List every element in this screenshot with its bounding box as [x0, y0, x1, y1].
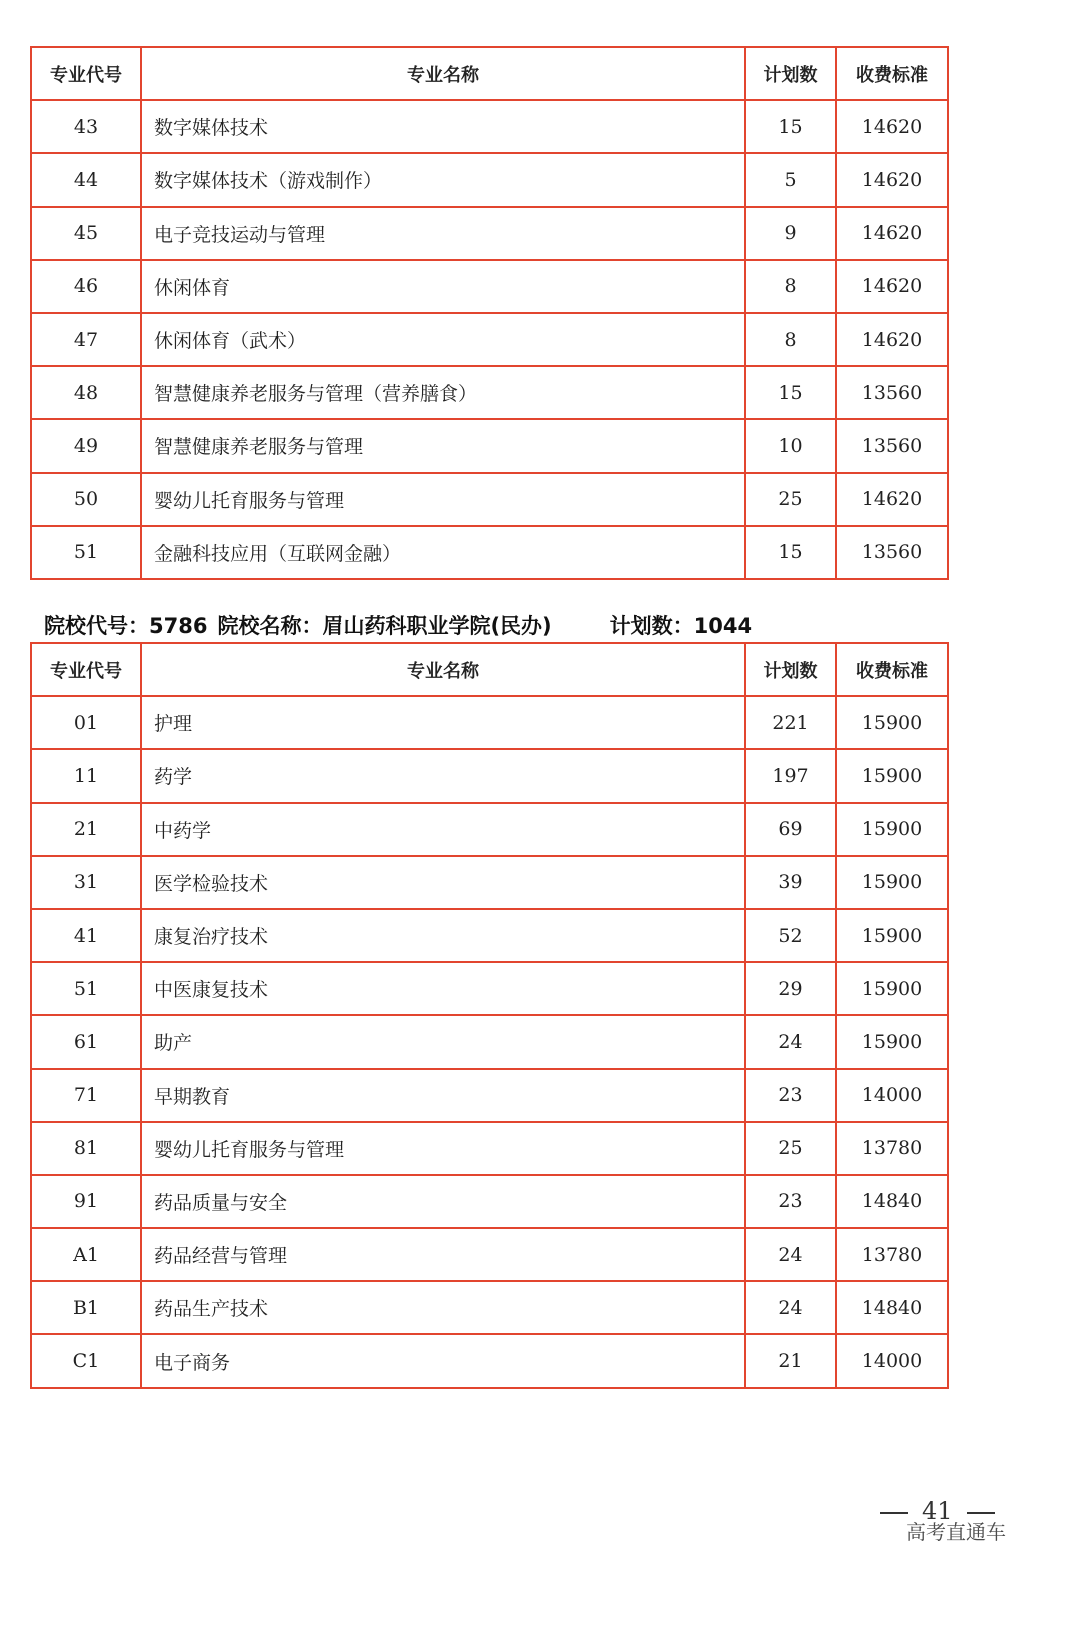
tuition-fee-cell: 14840: [836, 1281, 948, 1334]
major-name-cell: 休闲体育: [141, 260, 745, 313]
major-code-cell: 44: [31, 153, 141, 206]
major-name-cell: 数字媒体技术（游戏制作）: [141, 153, 745, 206]
major-code-cell: B1: [31, 1281, 141, 1334]
major-name-cell: 药品质量与安全: [141, 1175, 745, 1228]
table-row: [31, 313, 948, 366]
plan-count-cell: 10: [745, 419, 836, 472]
tuition-fee-cell: 14620: [836, 100, 948, 153]
major-name-cell: 婴幼儿托育服务与管理: [141, 1122, 745, 1175]
major-name-cell: 药学: [141, 749, 745, 802]
plan-count-cell: 221: [745, 696, 836, 749]
plan-count-cell: 69: [745, 803, 836, 856]
page-dash-left: [880, 1512, 908, 1514]
tuition-fee-cell: 14620: [836, 473, 948, 526]
major-name-cell: 助产: [141, 1015, 745, 1068]
major-code-cell: 46: [31, 260, 141, 313]
plan-count-cell: 29: [745, 962, 836, 1015]
header-major-name: 专业名称: [141, 643, 745, 696]
page-number-value: 41: [922, 1497, 953, 1525]
plan-count-cell: 23: [745, 1069, 836, 1122]
plan-count-cell: 25: [745, 473, 836, 526]
major-code-cell: 41: [31, 909, 141, 962]
plan-count-cell: 21: [745, 1334, 836, 1387]
tuition-fee-cell: 14000: [836, 1069, 948, 1122]
table-header-row: [31, 643, 948, 696]
major-table-meishan: [30, 642, 949, 1389]
major-name-cell: 药品生产技术: [141, 1281, 745, 1334]
plan-count-cell: 8: [745, 260, 836, 313]
major-name-cell: 数字媒体技术: [141, 100, 745, 153]
tuition-fee-cell: 15900: [836, 856, 948, 909]
table-row: [31, 1122, 948, 1175]
table-row: [31, 1228, 948, 1281]
major-code-cell: 21: [31, 803, 141, 856]
major-code-cell: 45: [31, 207, 141, 260]
plan-count-cell: 23: [745, 1175, 836, 1228]
major-code-cell: 71: [31, 1069, 141, 1122]
major-name-cell: 金融科技应用（互联网金融）: [141, 526, 745, 579]
major-table-continued: [30, 46, 949, 580]
header-major-name: 专业名称: [141, 47, 745, 100]
plan-count-cell: 197: [745, 749, 836, 802]
table-body: [31, 696, 948, 1387]
major-name-cell: 电子竞技运动与管理: [141, 207, 745, 260]
plan-count-cell: 24: [745, 1228, 836, 1281]
header-major-code: 专业代号: [31, 47, 141, 100]
major-name-cell: 电子商务: [141, 1334, 745, 1387]
table-header-row: [31, 47, 948, 100]
header-tuition-fee: 收费标准: [836, 47, 948, 100]
table-row: [31, 962, 948, 1015]
table-row: [31, 1334, 948, 1387]
tuition-fee-cell: 15900: [836, 962, 948, 1015]
major-code-cell: 49: [31, 419, 141, 472]
major-name-cell: 药品经营与管理: [141, 1228, 745, 1281]
major-code-cell: 48: [31, 366, 141, 419]
table-row: [31, 1015, 948, 1068]
table-row: [31, 696, 948, 749]
tuition-fee-cell: 15900: [836, 803, 948, 856]
plan-count-cell: 25: [745, 1122, 836, 1175]
major-code-cell: 11: [31, 749, 141, 802]
major-code-cell: 81: [31, 1122, 141, 1175]
tuition-fee-cell: 13560: [836, 526, 948, 579]
table-row: [31, 1069, 948, 1122]
school-code: 院校代号：5786: [44, 614, 208, 638]
tuition-fee-cell: 13780: [836, 1228, 948, 1281]
header-major-code: 专业代号: [31, 643, 141, 696]
major-name-cell: 中药学: [141, 803, 745, 856]
table-row: [31, 100, 948, 153]
tuition-fee-cell: 14000: [836, 1334, 948, 1387]
major-code-cell: 43: [31, 100, 141, 153]
tuition-fee-cell: 13560: [836, 419, 948, 472]
major-name-cell: 护理: [141, 696, 745, 749]
table-row: [31, 419, 948, 472]
plan-count-cell: 9: [745, 207, 836, 260]
table-row: [31, 803, 948, 856]
table-row: [31, 749, 948, 802]
plan-count-cell: 15: [745, 100, 836, 153]
tuition-fee-cell: 14620: [836, 260, 948, 313]
table-row: [31, 207, 948, 260]
table-row: [31, 909, 948, 962]
plan-count-cell: 24: [745, 1281, 836, 1334]
table-row: [31, 153, 948, 206]
tuition-fee-cell: 15900: [836, 696, 948, 749]
major-name-cell: 智慧健康养老服务与管理: [141, 419, 745, 472]
school-plan-total: 计划数：1044: [609, 614, 753, 638]
major-code-cell: 51: [31, 962, 141, 1015]
table-row: [31, 1281, 948, 1334]
plan-count-cell: 5: [745, 153, 836, 206]
major-code-cell: C1: [31, 1334, 141, 1387]
tuition-fee-cell: 14840: [836, 1175, 948, 1228]
tuition-fee-cell: 14620: [836, 153, 948, 206]
header-plan-count: 计划数: [745, 47, 836, 100]
tuition-fee-cell: 13780: [836, 1122, 948, 1175]
plan-count-cell: 24: [745, 1015, 836, 1068]
school-info-line: [44, 610, 752, 640]
plan-count-cell: 8: [745, 313, 836, 366]
header-plan-count: 计划数: [745, 643, 836, 696]
plan-count-cell: 39: [745, 856, 836, 909]
major-code-cell: 01: [31, 696, 141, 749]
major-name-cell: 早期教育: [141, 1069, 745, 1122]
major-code-cell: 91: [31, 1175, 141, 1228]
table-row: [31, 1175, 948, 1228]
tuition-fee-cell: 15900: [836, 909, 948, 962]
major-name-cell: 智慧健康养老服务与管理（营养膳食）: [141, 366, 745, 419]
header-tuition-fee: 收费标准: [836, 643, 948, 696]
plan-count-cell: 52: [745, 909, 836, 962]
major-name-cell: 休闲体育（武术）: [141, 313, 745, 366]
school-name: 院校名称：眉山药科职业学院(民办): [217, 614, 552, 638]
tuition-fee-cell: 15900: [836, 1015, 948, 1068]
watermark: 高考直通车: [906, 1520, 1006, 1544]
major-code-cell: 51: [31, 526, 141, 579]
plan-count-cell: 15: [745, 526, 836, 579]
major-name-cell: 中医康复技术: [141, 962, 745, 1015]
major-code-cell: A1: [31, 1228, 141, 1281]
major-code-cell: 61: [31, 1015, 141, 1068]
plan-count-cell: 15: [745, 366, 836, 419]
major-code-cell: 50: [31, 473, 141, 526]
tuition-fee-cell: 15900: [836, 749, 948, 802]
table-row: [31, 526, 948, 579]
major-name-cell: 康复治疗技术: [141, 909, 745, 962]
major-name-cell: 婴幼儿托育服务与管理: [141, 473, 745, 526]
table-row: [31, 260, 948, 313]
tuition-fee-cell: 14620: [836, 313, 948, 366]
table-row: [31, 856, 948, 909]
major-name-cell: 医学检验技术: [141, 856, 745, 909]
tuition-fee-cell: 14620: [836, 207, 948, 260]
table-row: [31, 473, 948, 526]
major-code-cell: 31: [31, 856, 141, 909]
major-code-cell: 47: [31, 313, 141, 366]
tuition-fee-cell: 13560: [836, 366, 948, 419]
table-row: [31, 366, 948, 419]
page-dash-right: [967, 1512, 995, 1514]
table-body: [31, 100, 948, 579]
